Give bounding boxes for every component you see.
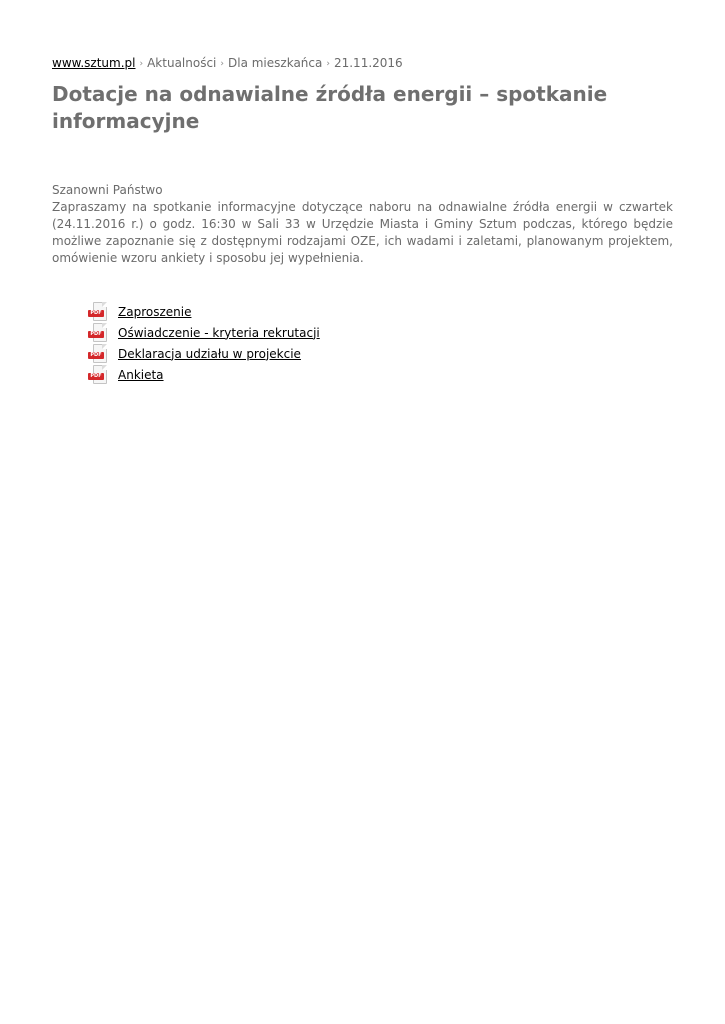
breadcrumb-item-date: 21.11.2016 [333,56,403,70]
attachments-list [88,301,673,385]
pdf-icon-label: PDF [88,373,104,380]
pdf-file-icon [88,344,108,364]
breadcrumb-separator-icon: › [326,59,330,69]
pdf-file-icon [88,323,108,343]
attachment-item [88,343,673,364]
article-content [52,182,673,267]
document-page [52,55,673,385]
breadcrumb [52,55,673,73]
attachment-item [88,301,673,322]
page-title: Dotacje na odnawialne źródła energii – spotkanie informacyjne [52,82,608,133]
pdf-file-icon [88,302,108,322]
pdf-icon-label: PDF [88,331,104,338]
breadcrumb-separator-icon: › [139,59,144,69]
article-body: Zapraszamy na spotkanie informacyjne dotyczące naboru na odnawialne źródła energii w czwartek (24.11.2016 r.) o godz. 16:30 w Sali 33 w Urzędzie Miasta i Gminy Sztum podczas, którego będzie możliwe zapoznanie się z dostępnymi rodzajami OZE, ich wadami i zaletami, planowanym projektem, omówienie wzoru ankiety i sposobu jej wypełnienia. [52,200,673,265]
breadcrumb-separator-icon: › [220,59,224,69]
article-greeting: Szanowni Państwo [52,183,163,197]
attachment-link-survey[interactable]: Ankieta [118,367,164,382]
attachment-link-declaration-criteria[interactable]: Oświadczenie - kryteria rekrutacji [118,325,320,340]
breadcrumb-item-residents: Dla mieszkańca [228,56,323,70]
breadcrumb-home-link[interactable]: www.sztum.pl [52,56,136,70]
pdf-icon-label: PDF [88,310,104,317]
pdf-icon-label: PDF [88,352,104,359]
attachment-item [88,364,673,385]
attachment-link-invitation[interactable]: Zaproszenie [118,304,192,319]
attachment-link-participation-declaration[interactable]: Deklaracja udziału w projekcie [118,346,301,361]
pdf-file-icon [88,365,108,385]
breadcrumb-item-news: Aktualności [147,56,217,70]
attachment-item [88,322,673,343]
